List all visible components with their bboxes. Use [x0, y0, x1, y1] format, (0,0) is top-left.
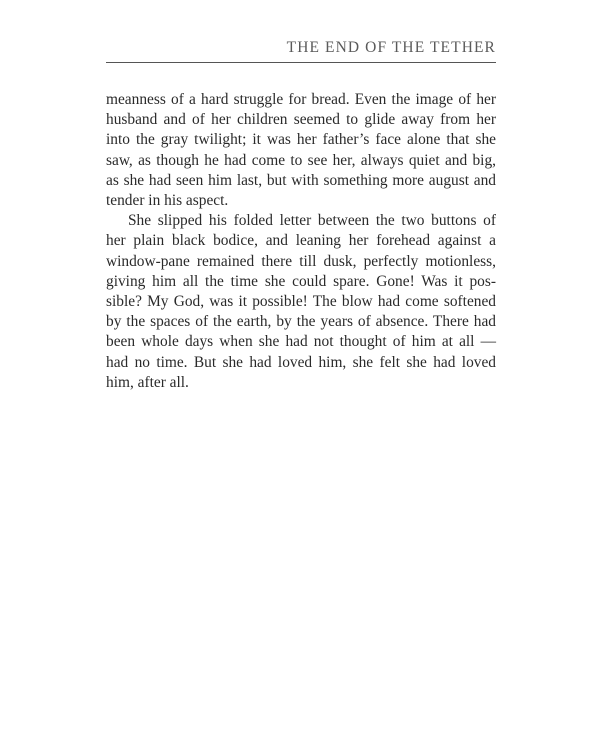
text-line: window-pane remained there till dusk, perfectly motionless,	[106, 252, 496, 270]
text-line: into the gray twilight; it was her father’s face alone that she	[106, 131, 496, 149]
running-head-title: THE END OF THE TETHER	[286, 39, 496, 56]
paragraph-2	[106, 211, 496, 393]
text-line: her plain black bodice, and leaning her forehead against a	[106, 232, 496, 250]
paragraph-1	[106, 90, 496, 211]
header-rule	[106, 62, 496, 63]
text-line: him, after all.	[106, 373, 189, 391]
text-line: giving him all the time she could spare. Gone! Was it pos-	[106, 272, 496, 290]
text-line: saw, as though he had come to see her, always quiet and big,	[106, 151, 496, 169]
text-line: by the spaces of the earth, by the years of absence. There had	[106, 313, 496, 331]
text-line: sible? My God, was it possible! The blow had come softened	[106, 293, 496, 311]
text-line: been whole days when she had not thought of him at all —	[106, 333, 496, 351]
body-text	[106, 90, 496, 393]
text-line: tender in his aspect.	[106, 192, 229, 210]
text-line: meanness of a hard struggle for bread. Even the image of her	[106, 91, 496, 108]
text-line: had no time. But she had loved him, she felt she had loved	[106, 353, 496, 371]
text-line: She slipped his folded letter between the two buttons of	[128, 212, 496, 230]
text-line: husband and of her children seemed to glide away from her	[106, 111, 496, 129]
text-line: as she had seen him last, but with something more august and	[106, 171, 496, 189]
